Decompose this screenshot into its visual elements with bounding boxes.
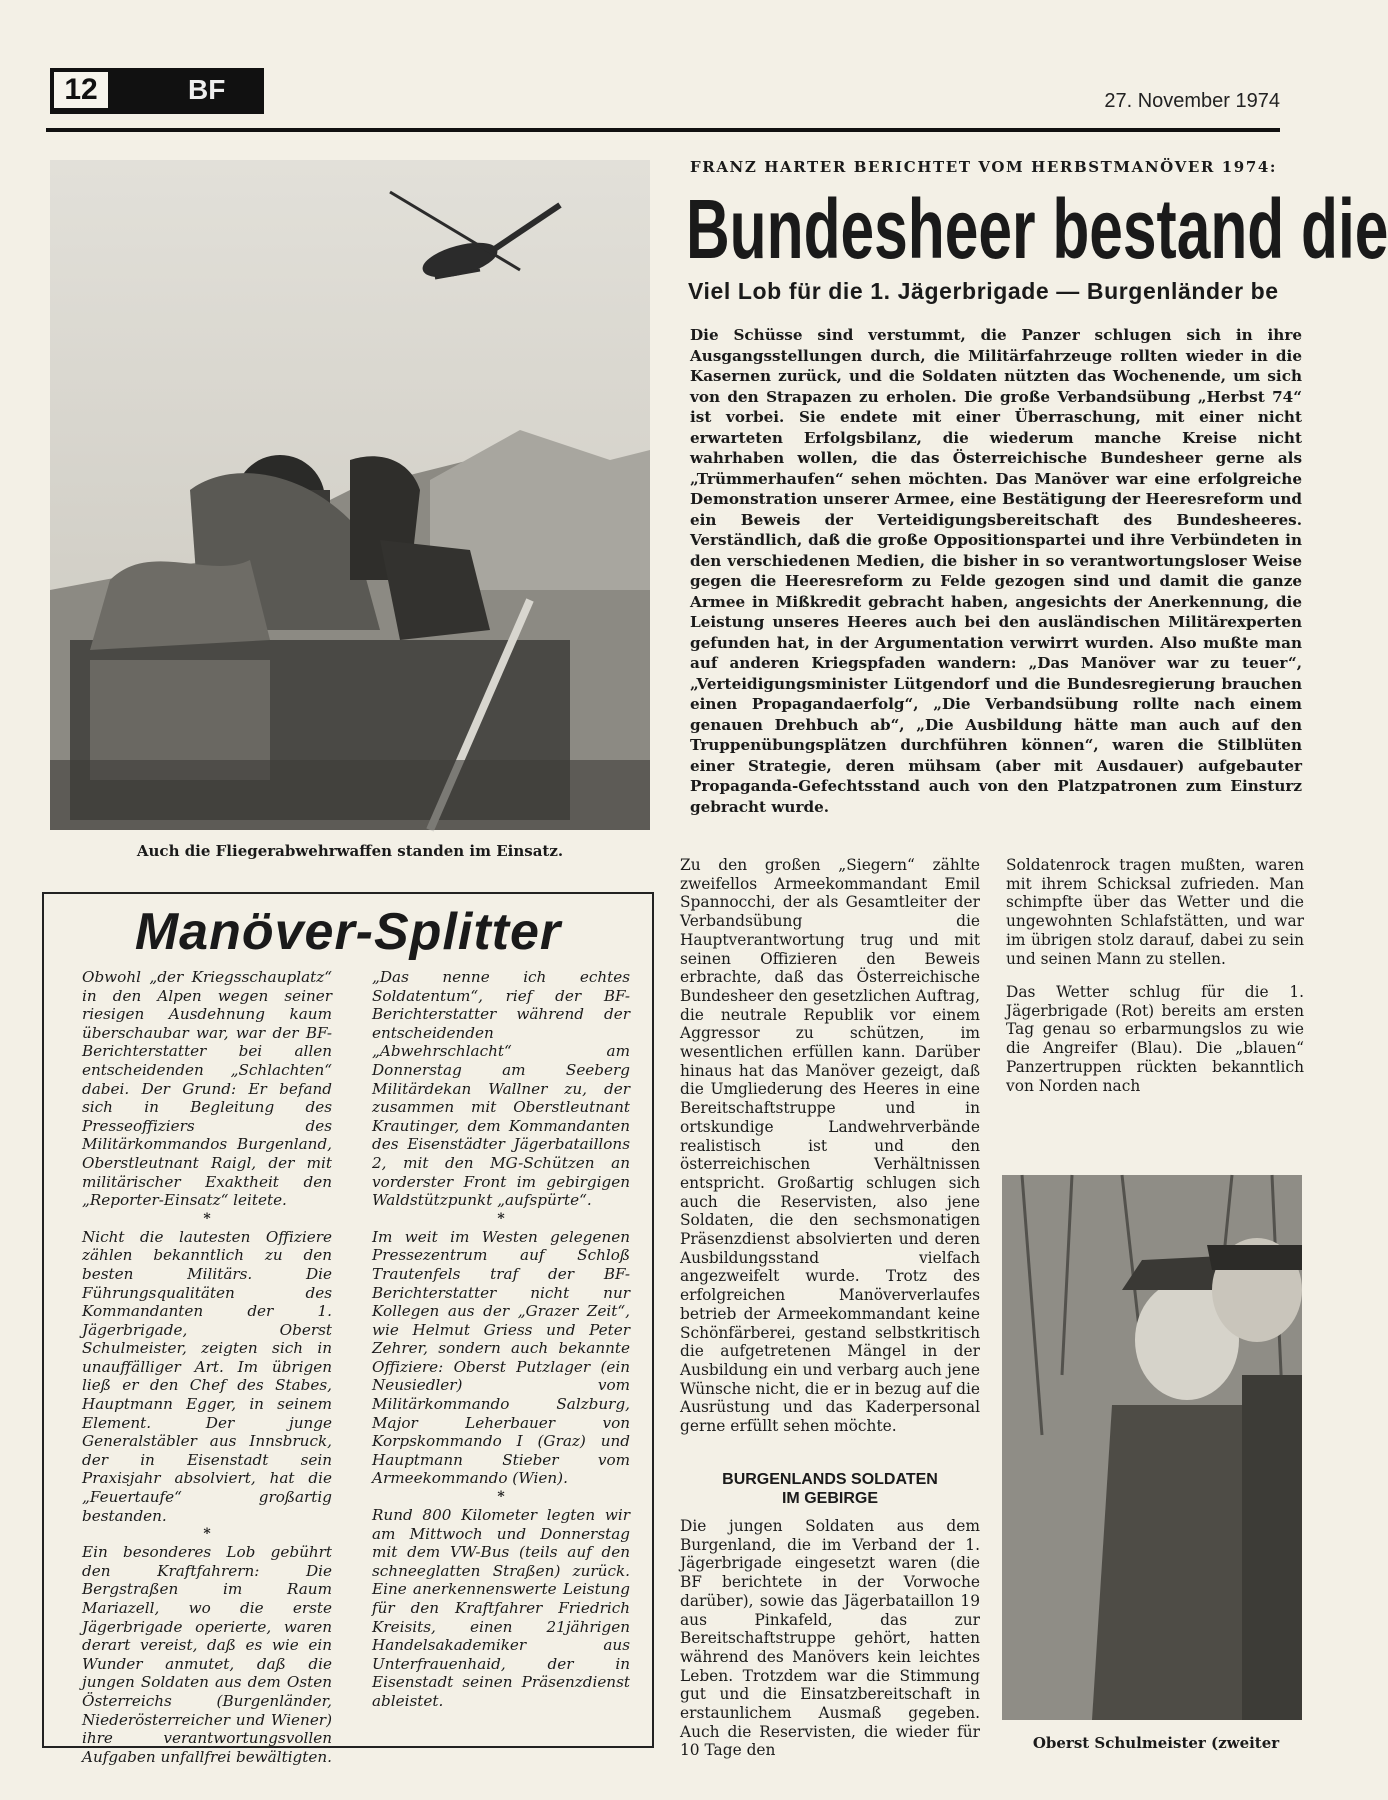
splitter-paragraph: Im weit im Westen gelegenen Pressezentrum auf Schloß Trautenfels traf der BF-Berichterstatter nicht nur Kollegen aus der „Grazer Zeit“, wie Helmut Griess und Peter Zehrer, sondern auch bekannte Offiziere: Oberst Putzlager (ein Neusiedler) vom Militärkommando Salzburg, Major Leherbauer von Korpskommando I (Graz) und Hauptmann Stieber vom Armeekommando (Wien). [372,1227,630,1488]
article-column-paragraph: Soldatenrock tragen mußten, waren mit ihrem Schicksal zufrieden. Man schimpfte über das Wetter und die ungewohnten Schlafstätten, und war im übrigen stolz darauf, dabei zu sein und seinen Mann zu stellen. [1006,856,1304,968]
splitter-paragraph: Nicht die lautesten Offiziere zählen bekanntlich zu den besten Militärs. Die Führungsqualitäten des Kommandanten der 1. Jägerbrigade, Oberst Schulmeister, zeigten sich in unauffälliger Art. Im übrigen ließ er den Chef des Stabes, Hauptmann Egger, in seinem Element. Der junge Generalstäbler aus Innsbruck, der in Eisenstadt sein Praxisjahr absolviert, hat die „Feuertaufe“ großartig bestanden. [82,1227,332,1525]
article-kicker: FRANZ HARTER BERICHTET VOM HERBSTMANÖVER 1974: [690,158,1278,176]
separator-star: * [497,1210,505,1227]
portrait-photo [1002,1175,1302,1720]
anti-aircraft-photo-illustration [50,160,650,830]
splitter-paragraph: Ein besonderes Lob gebührt den Kraftfahrern: Die Bergstraßen im Raum Mariazell, wo die erste Jägerbrigade operierte, waren derart vereist, daß es wie ein Wunder anmutet, daß die jungen Soldaten aus dem Osten Österreichs (Burgenländer, Niederösterreicher und Wiener) ihre verantwortungsvollen Aufgaben unfallfrei bewältigten. [82,1543,332,1766]
article-column-paragraph: Zu den großen „Siegern“ zählte zweifellos Armeekommandant Emil Spannocchi, der als Gesamtleiter der Verbandsübung die Hauptverantwortung trug und mit seinen Offizieren den Beweis erbrachte, daß das Österreichische Bundesheer den gesetzlichen Auftrag, die neutrale Republik vor einem Aggressor zu schützen, im wesentlichen erfüllen kann. Darüber hinaus hat das Manöver gezeigt, daß die Umgliederung des Heeres in eine Bereitschaftstruppe und in ortskundige Landwehrverbände realistisch ist und den österreichischen Verhältnissen entspricht. Großartig schlugen sich auch die Reservisten, also jene Soldaten, die den sechsmonatigen Präsenzdienst absolvierten und deren Ausbildungsstand vielfach angezweifelt wurde. Trotz des erfolgreichen Manöververlaufes betrieb der Armeekommandant keine Schönfärberei, gestand selbstkritisch die aufgetretenen Mängel in der Ausbildung ein und verbarg auch jene Wünsche nicht, die er in bezug auf die Ausrüstung und das Kaderpersonal gerne erfüllt sehen möchte. [680,856,980,1436]
portrait-photo-illustration [1002,1175,1302,1720]
header-rule [46,128,1280,132]
photo-caption: Auch die Fliegerabwehrwaffen standen im Einsatz. [136,842,564,860]
issue-date: 27. November 1974 [1104,90,1280,112]
splitter-title: Manöver-Splitter [134,903,562,961]
splitter-right-column [372,968,630,1711]
page-number: 12 [52,70,110,110]
separator-star: * [497,1489,505,1506]
splitter-paragraph: Rund 800 Kilometer legten wir am Mittwoch und Donnerstag mit dem VW-Bus (teils auf den schneeglatten Straßen) zurück. Eine anerkennenswerte Leistung für den Kraftfahrer Friedrich Kreisits, einen 21jährigen Handelsakademiker aus Unterfrauenhaid, der in Eisenstadt seinen Präsenzdienst ableistet. [372,1506,630,1710]
article-column-paragraph: Das Wetter schlug für die 1. Jägerbrigade (Rot) bereits am ersten Tag genau so erbarmungslos zu wie die Angreifer (Blau). Die „blauen“ Panzertruppen rückten bekanntlich von Norden nach [1006,983,1304,1095]
section-heading-line: BURGENLANDS SOLDATEN [722,1471,938,1488]
article-subheadline: Viel Lob für die 1. Jägerbrigade — Burgenländer be [688,278,1279,304]
article-headline: Bundesheer bestand die [686,182,1388,276]
splitter-left-column [82,968,332,1766]
publication-logo: BF [188,74,226,105]
splitter-paragraph: Obwohl „der Kriegsschauplatz“ in den Alpen wegen seiner riesigen Ausdehnung kaum überschaubar war, war der BF-Berichterstatter bei allen entscheidenden „Schlachten“ dabei. Der Grund: Er befand sich in Begleitung des Presseoffiziers des Militärkommandos Burgenland, Oberstleutnant Raigl, der mit militärischer Exaktheit den „Reporter-Einsatz“ leitete. [82,968,332,1210]
portrait-caption: Oberst Schulmeister (zweiter [1032,1734,1280,1752]
separator-star: * [203,1526,211,1543]
article-lead: Die Schüsse sind verstummt, die Panzer schlugen sich in ihre Ausgangsstellungen durch, die Militärfahrzeuge rollten wieder in die Kasernen zurück, und die Soldaten nützten das Wochenende, um sich von den Strapazen zu erholen. Die große Verbandsübung „Herbst 74“ ist vorbei. Sie endete mit einer Überraschung, mit einer nicht erwarteten Erfolgsbilanz, die wiederum manche Kreise nicht wahrhaben wollen, die das Österreichische Bundesheer gerne als „Trümmerhaufen“ sehen möchten. Das Manöver war eine erfolgreiche Demonstration unserer Armee, eine Bestätigung der Heeresreform und ein Beweis der Verteidigungsbereitschaft des Bundesheeres. Verständlich, daß die große Oppositionspartei und ihre Verbündeten in den verschiedenen Medien, die bisher in so verantwortungsloser Weise gegen die Heeresreform zu Felde gezogen sind und damit die ganze Armee in Mißkredit gebracht haben, angesichts der Anerkennung, die Leistung unseres Heeres auch bei den ausländischen Militärexperten gefunden hat, in der Argumentation verwirrt wurden. Also mußte man auf anderen Kriegspfaden wandern: „Das Manöver war zu teuer“, „Verteidigungsminister Lütgendorf und die Bundesregierung brauchen einen Propagandaerfolg“, „Die Verbandsübung rollte nach einem genauen Drehbuch ab“, „Die Ausbildung hätte man auch auf den Truppenübungsplätzen durchführen können“, waren die Stilblüten einer Strategie, deren mühsam (aber mit Ausdauer) aufgebauter Propaganda-Gefechtsstand auch von den Platzpatronen zum Einsturz gebracht wurde. [690,326,1302,816]
anti-aircraft-photo [50,160,650,830]
separator-star: * [203,1210,211,1227]
section-heading-line: IM GEBIRGE [781,1490,878,1507]
section-heading [680,1470,980,1508]
splitter-paragraph: „Das nenne ich echtes Soldatentum“, rief der BF-Berichterstatter während der entscheidenden „Abwehrschlacht“ am Donnerstag am Seeberg Militärdekan Wallner zu, der zusammen mit Oberstleutnant Krautinger, dem Kommandanten des Eisenstädter Jägerbataillons 2, mit den MG-Schützen an vorderster Front im gebirgigen Waldstützpunkt „aufspürte“. [372,968,630,1210]
article-column-paragraph: Die jungen Soldaten aus dem Burgenland, die im Verband der 1. Jägerbrigade eingesetzt waren (die BF berichtete in der Vorwoche darüber), sowie das Jägerbataillon 19 aus Pinkafeld, das zur Bereitschaftstruppe gehört, hatten während des Manövers kein leichtes Leben. Trotzdem war die Stimmung gut und die Einsatzbereitschaft in erstaunlichem Ausmaß gegeben. Auch die Reservisten, die wieder für 10 Tage den [680,1517,980,1760]
